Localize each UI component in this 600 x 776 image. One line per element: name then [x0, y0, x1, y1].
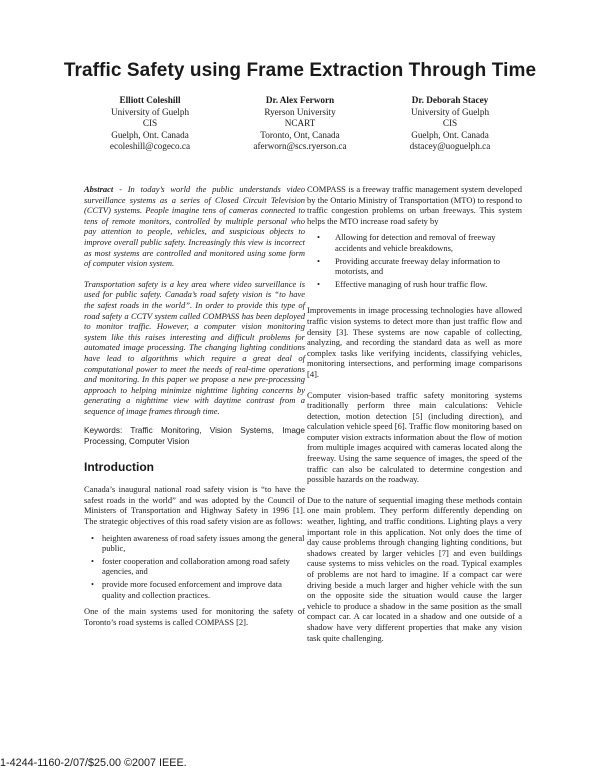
author-location: Guelph, Ont. Canada [111, 129, 189, 140]
author-location: Toronto, Ont, Canada [260, 129, 340, 140]
author-1 [80, 95, 220, 153]
bullet-icon: • [91, 532, 94, 543]
compass-paragraph: COMPASS is a freeway traffic management system developed by the Ontario Ministry of Transportation (MTO) to respond to traffic congestion problems on urban freeways. This system helps the MTO increase road safety by [307, 184, 522, 226]
author-affiliation: Ryerson University [264, 106, 336, 117]
author-name: Elliott Coleshill [119, 95, 181, 105]
author-department: CIS [442, 118, 458, 129]
list-item: • heighten awareness of road safety issues among the general public, [91, 532, 305, 554]
bullet-icon: • [317, 232, 320, 243]
paper-title: Traffic Safety using Frame Extraction Through Time [63, 60, 537, 81]
list-item: • Effective managing of rush hour traffic flow. [317, 278, 488, 289]
compass-benefits-list [307, 232, 522, 289]
list-item: • Providing accurate freeway delay information to motorists, and [317, 255, 500, 277]
list-item: • foster cooperation and collaboration among road safety agencies, and [91, 555, 290, 577]
author-3 [380, 95, 520, 153]
list-item: • provide more focused enforcement and improve data quality and collection practices. [91, 579, 282, 600]
author-affiliation: University of Guelph [410, 106, 490, 117]
author-department: CIS [142, 118, 158, 129]
bullet-icon: • [91, 579, 94, 589]
image-processing-paragraph: Improvements in image processing technologies have allowed traffic vision systems to detect more than just traffic flow and density [3]. These systems are now capable of collecting, analyzing, and recording the standard data as well as more complex tasks like verifying incidents, classifying vehicles, monitoring intersections, and performing image comparisons [4]. [307, 305, 522, 379]
bullet-icon: • [317, 255, 320, 266]
list-item: • Allowing for detection and removal of freeway accidents and vehicle breakdowns, [317, 232, 496, 253]
author-email: dstacey@uoguelph.ca [409, 141, 491, 152]
author-name: Dr. Deborah Stacey [411, 95, 489, 105]
left-column [84, 184, 305, 627]
abstract-paragraph [84, 184, 305, 269]
abstract-paragraph-2: Transportation safety is a key area where video surveillance is used for public safety. Canada’s road safety vision is “to have the safest roads in the world”. In order to provide this type of road safety a CCTV system called COMPASS has been deployed to monitor traffic. However, a computer vision monitoring system like this raises interesting and difficult problems for automated image processing. The changing lighting conditions have lead to algorithms which require a great deal of computational power to meet the needs of real-time operations and monitoring. In this paper we propose a new pre-processing approach to helping minimize nighttime lighting concerns by generating a nighttime view with daytime contrast from a sequence of image frames through time. [84, 278, 305, 416]
lighting-problem-paragraph: Due to the nature of sequential imaging these methods contain one main problem. They perform differently depending on weather, lighting, and traffic conditions. Lighting plays a very important role in this application. Not only does the time of day cause problems through changing lighting conditions, but shadows created by larger vehicles [7] and even buildings cause systems to miss vehicles on the road. Typical examples of problems are not hard to imagine. If a compact car were driving beside a much larger and higher vehicle with the sun on the opposite side the situation would cause the larger vehicle to produce a shadow in the same position as the small compact car. A car located in a shadow and one outside of a shadow have very different properties that make any vision task quite challenging. [307, 494, 522, 643]
author-name: Dr. Alex Ferworn [265, 95, 335, 105]
author-2 [230, 95, 370, 153]
author-location: Guelph, Ont. Canada [411, 129, 489, 140]
objectives-list [84, 533, 305, 601]
bullet-icon: • [91, 555, 94, 566]
author-email: ecoleshill@cogeco.ca [109, 141, 191, 152]
author-email: aferworn@scs.ryerson.ca [253, 141, 347, 152]
vision-systems-paragraph: Computer vision-based traffic safety monitoring systems traditionally perform three main calculations: Vehicle detection, motion detection [5] (including direction), and calculation vehicle speed [6]. Traffic flow monitoring based on computer vision extracts information about the flow of motion from multiple images acquired with cameras located along the freeway. Using the same sequence of images, the speed of the traffic can also be calculated to determine congestion and possible hazards on the roadway. [307, 389, 522, 485]
abstract-label: Abstract [84, 184, 114, 194]
intro-paragraph-2: One of the main systems used for monitoring the safety of Toronto’s road systems is called COMPASS [2]. [84, 606, 305, 627]
author-block [80, 95, 520, 153]
keywords: Keywords: Traffic Monitoring, Vision Systems, Image Processing, Computer Vision [84, 426, 305, 447]
copyright-footer: 1-4244-1160-2/07/$25.00 ©2007 IEEE. [0, 757, 187, 769]
bullet-icon: • [317, 278, 320, 289]
author-affiliation: University of Guelph [110, 106, 190, 117]
intro-paragraph-1: Canada’s inaugural national road safety vision is “to have the safest roads in the world” and was adopted by the Council of Ministers of Transportation and Highway Safety in 1996 [1]. The strategic objectives of this road safety vision are as follows: [84, 484, 305, 527]
abstract-text: - In today’s world the public understands video surveillance systems as a series of Closed Circuit Television (CCTV) systems. People imagine tens of cameras connected to tens of remote monitors, controlled by multiple personal who pay attention to people, vehicles, and suspicious objects to improve overall public safety. Increasingly this view is incorrect as most systems are controlled and monitored using some form of computer vision system. [84, 184, 305, 269]
right-column [307, 184, 522, 643]
section-heading-introduction: Introduction [84, 459, 154, 474]
author-department: NCART [284, 118, 316, 129]
